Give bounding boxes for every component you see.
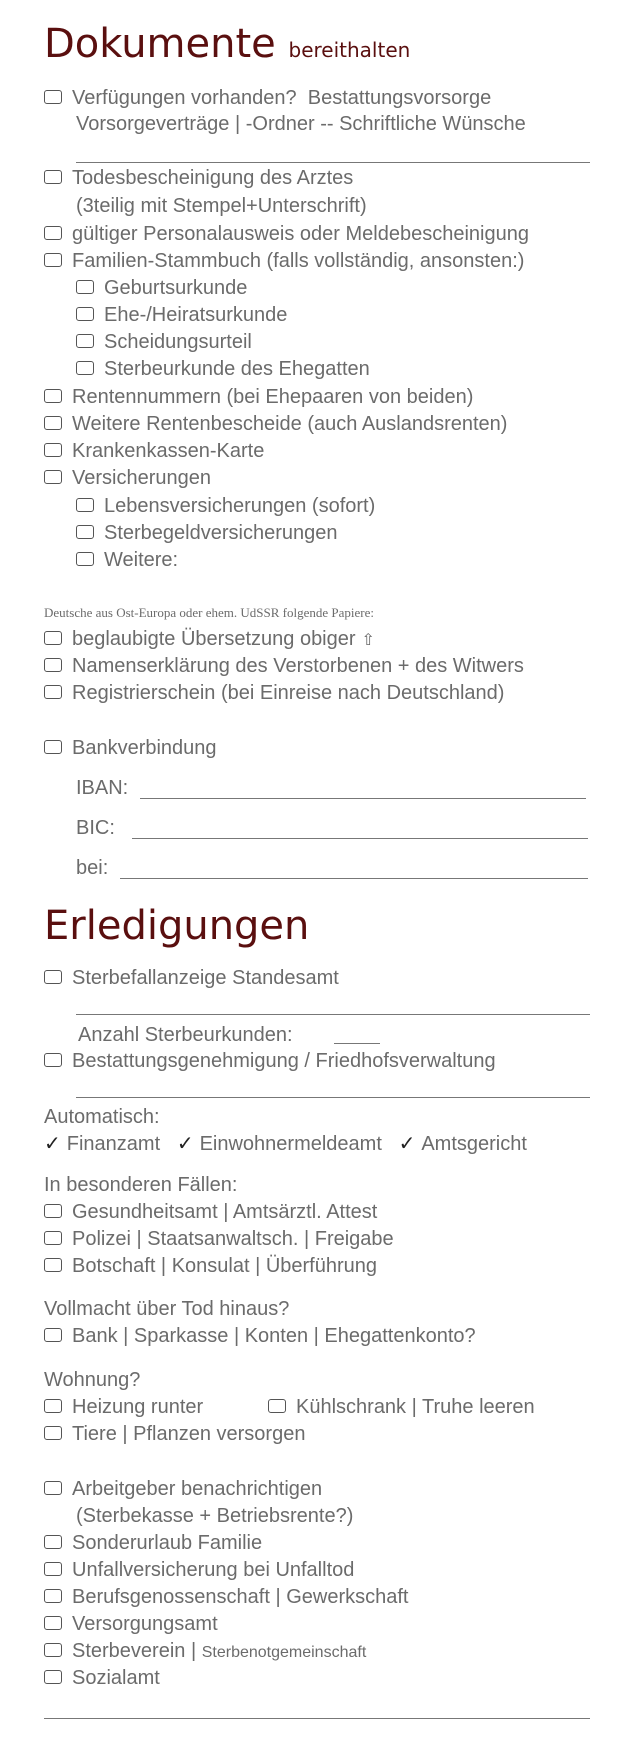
checkbox[interactable] — [44, 1481, 62, 1495]
checkbox[interactable] — [76, 361, 94, 375]
wohnung-label: Wohnung? — [44, 1369, 141, 1391]
checklist-item[interactable]: Todesbescheinigung des Arztes — [44, 165, 353, 191]
checkbox[interactable] — [44, 1616, 62, 1630]
sterbenotgemeinschaft-text: Sterbenotgemeinschaft — [201, 1644, 367, 1661]
checkbox[interactable] — [44, 740, 62, 754]
checkbox[interactable] — [44, 631, 62, 645]
checklist-item[interactable]: Sterbefallanzeige Standesamt — [44, 965, 339, 991]
bank-name-field[interactable] — [120, 878, 588, 879]
checkbox[interactable] — [44, 1643, 62, 1657]
write-line[interactable] — [76, 1097, 590, 1098]
bei-label: bei: — [76, 857, 109, 879]
checkbox[interactable] — [44, 1053, 62, 1067]
checkbox[interactable] — [44, 90, 62, 104]
checkbox[interactable] — [268, 1399, 286, 1413]
checklist-item[interactable]: gültiger Personalausweis oder Meldebescheinigung — [44, 221, 529, 247]
checkmark-icon: ✓ — [176, 1133, 194, 1155]
section-title-erledigungen: Erledigungen — [44, 903, 310, 949]
checklist-item[interactable]: Namenserklärung des Verstorbenen + des Witwers — [44, 653, 524, 679]
item-text: (Sterbekasse + Betriebsrente?) — [76, 1505, 354, 1527]
checkbox[interactable] — [44, 970, 62, 984]
checkbox[interactable] — [44, 1204, 62, 1218]
checklist-item[interactable]: Weitere Rentenbescheide (auch Auslandsrenten) — [44, 411, 507, 437]
anzahl-field[interactable] — [334, 1043, 380, 1044]
checklist-item[interactable]: Krankenkassen-Karte — [44, 438, 264, 464]
checklist-item[interactable]: Polizei | Staatsanwaltsch. | Freigabe — [44, 1226, 394, 1252]
checkbox[interactable] — [44, 1328, 62, 1342]
checklist-item[interactable]: Sozialamt — [44, 1665, 160, 1691]
checklist-item[interactable]: Heizung runter — [44, 1394, 203, 1420]
iban-field[interactable] — [140, 798, 586, 799]
write-line[interactable] — [76, 1014, 590, 1015]
checkbox[interactable] — [76, 498, 94, 512]
checkbox[interactable] — [44, 253, 62, 267]
checklist-subitem[interactable]: Ehe-/Heiratsurkunde — [76, 302, 287, 328]
checkbox[interactable] — [44, 1399, 62, 1413]
checklist-item[interactable]: Registrierschein (bei Einreise nach Deutschland) — [44, 680, 504, 706]
besondere-label: In besonderen Fällen: — [44, 1174, 238, 1196]
arrow-up-icon: ⇧ — [361, 632, 375, 649]
write-line[interactable] — [44, 1718, 590, 1719]
checklist-item-bank[interactable]: Bankverbindung — [44, 735, 217, 761]
checkbox[interactable] — [44, 416, 62, 430]
checkbox[interactable] — [44, 1670, 62, 1684]
item-text: Vorsorgeverträge | -Ordner -- Schriftliche Wünsche — [76, 113, 526, 135]
checklist-subitem[interactable]: Scheidungsurteil — [76, 329, 252, 355]
checklist-item[interactable]: Bank | Sparkasse | Konten | Ehegattenkonto? — [44, 1323, 476, 1349]
ost-europa-note: Deutsche aus Ost-Europa oder ehem. UdSSR folgende Papiere: — [44, 605, 374, 620]
checklist-item[interactable]: Sonderurlaub Familie — [44, 1530, 262, 1556]
checklist-item[interactable]: beglaubigte Übersetzung obiger ⇧ — [44, 626, 375, 652]
checkmark-icon: ✓ — [44, 1133, 61, 1155]
checkbox[interactable] — [44, 1535, 62, 1549]
checklist-item[interactable]: Kühlschrank | Truhe leeren — [268, 1394, 535, 1420]
checklist-subitem[interactable]: Lebensversicherungen (sofort) — [76, 493, 375, 519]
checkbox[interactable] — [44, 1426, 62, 1440]
checklist-item[interactable]: Botschaft | Konsulat | Überführung — [44, 1253, 377, 1279]
checkbox[interactable] — [44, 1258, 62, 1272]
checkbox[interactable] — [44, 1231, 62, 1245]
checkbox[interactable] — [76, 525, 94, 539]
checklist-subitem[interactable]: Weitere: — [76, 547, 178, 573]
checkbox[interactable] — [44, 443, 62, 457]
checkbox[interactable] — [44, 389, 62, 403]
checkbox[interactable] — [44, 658, 62, 672]
checklist-item[interactable]: Versicherungen — [44, 465, 211, 491]
checklist-item[interactable]: Verfügungen vorhanden? Bestattungsvorsorge — [44, 85, 491, 111]
checkbox[interactable] — [76, 307, 94, 321]
checkbox[interactable] — [44, 226, 62, 240]
checkbox[interactable] — [76, 552, 94, 566]
vollmacht-label: Vollmacht über Tod hinaus? — [44, 1298, 290, 1320]
checklist-subitem[interactable]: Sterbeurkunde des Ehegatten — [76, 356, 370, 382]
bic-label: BIC: — [76, 817, 115, 839]
checklist-item[interactable]: Berufsgenossenschaft | Gewerkschaft — [44, 1584, 408, 1610]
checklist-subitem[interactable]: Sterbegeldversicherungen — [76, 520, 338, 546]
bic-field[interactable] — [132, 838, 588, 839]
section-title-dokumente — [44, 22, 410, 72]
automatisch-label: Automatisch: — [44, 1106, 160, 1128]
checkbox[interactable] — [44, 1562, 62, 1576]
title-suffix: bereithalten — [288, 38, 411, 62]
checkbox[interactable] — [44, 470, 62, 484]
checkmark-icon: ✓ — [398, 1133, 416, 1155]
checkbox[interactable] — [76, 280, 94, 294]
checklist-item[interactable]: Gesundheitsamt | Amtsärztl. Attest — [44, 1199, 377, 1225]
checklist-item[interactable]: Familien-Stammbuch (falls vollständig, ansonsten:) — [44, 248, 524, 274]
title-main: Dokumente — [44, 21, 276, 67]
checkbox[interactable] — [44, 1589, 62, 1603]
anzahl-label: Anzahl Sterbeurkunden: — [78, 1024, 293, 1046]
checklist-item[interactable]: Versorgungsamt — [44, 1611, 218, 1637]
checklist-item[interactable]: Arbeitgeber benachrichtigen — [44, 1476, 322, 1502]
write-line[interactable] — [76, 162, 590, 163]
checkbox[interactable] — [44, 685, 62, 699]
automatisch-list: ✓ Finanzamt ✓ Einwohnermeldeamt ✓ Amtsgericht — [44, 1133, 527, 1155]
item-text: (3teilig mit Stempel+Unterschrift) — [76, 195, 367, 217]
checkbox[interactable] — [44, 170, 62, 184]
checklist-subitem[interactable]: Geburtsurkunde — [76, 275, 247, 301]
checkbox[interactable] — [76, 334, 94, 348]
iban-label: IBAN: — [76, 777, 129, 799]
checklist-item[interactable]: Sterbeverein | Sterbenotgemeinschaft — [44, 1638, 366, 1664]
checklist-item[interactable]: Bestattungsgenehmigung / Friedhofsverwaltung — [44, 1048, 496, 1074]
checklist-item[interactable]: Rentennummern (bei Ehepaaren von beiden) — [44, 384, 473, 410]
checklist-item[interactable]: Tiere | Pflanzen versorgen — [44, 1421, 305, 1447]
checklist-item[interactable]: Unfallversicherung bei Unfalltod — [44, 1557, 354, 1583]
